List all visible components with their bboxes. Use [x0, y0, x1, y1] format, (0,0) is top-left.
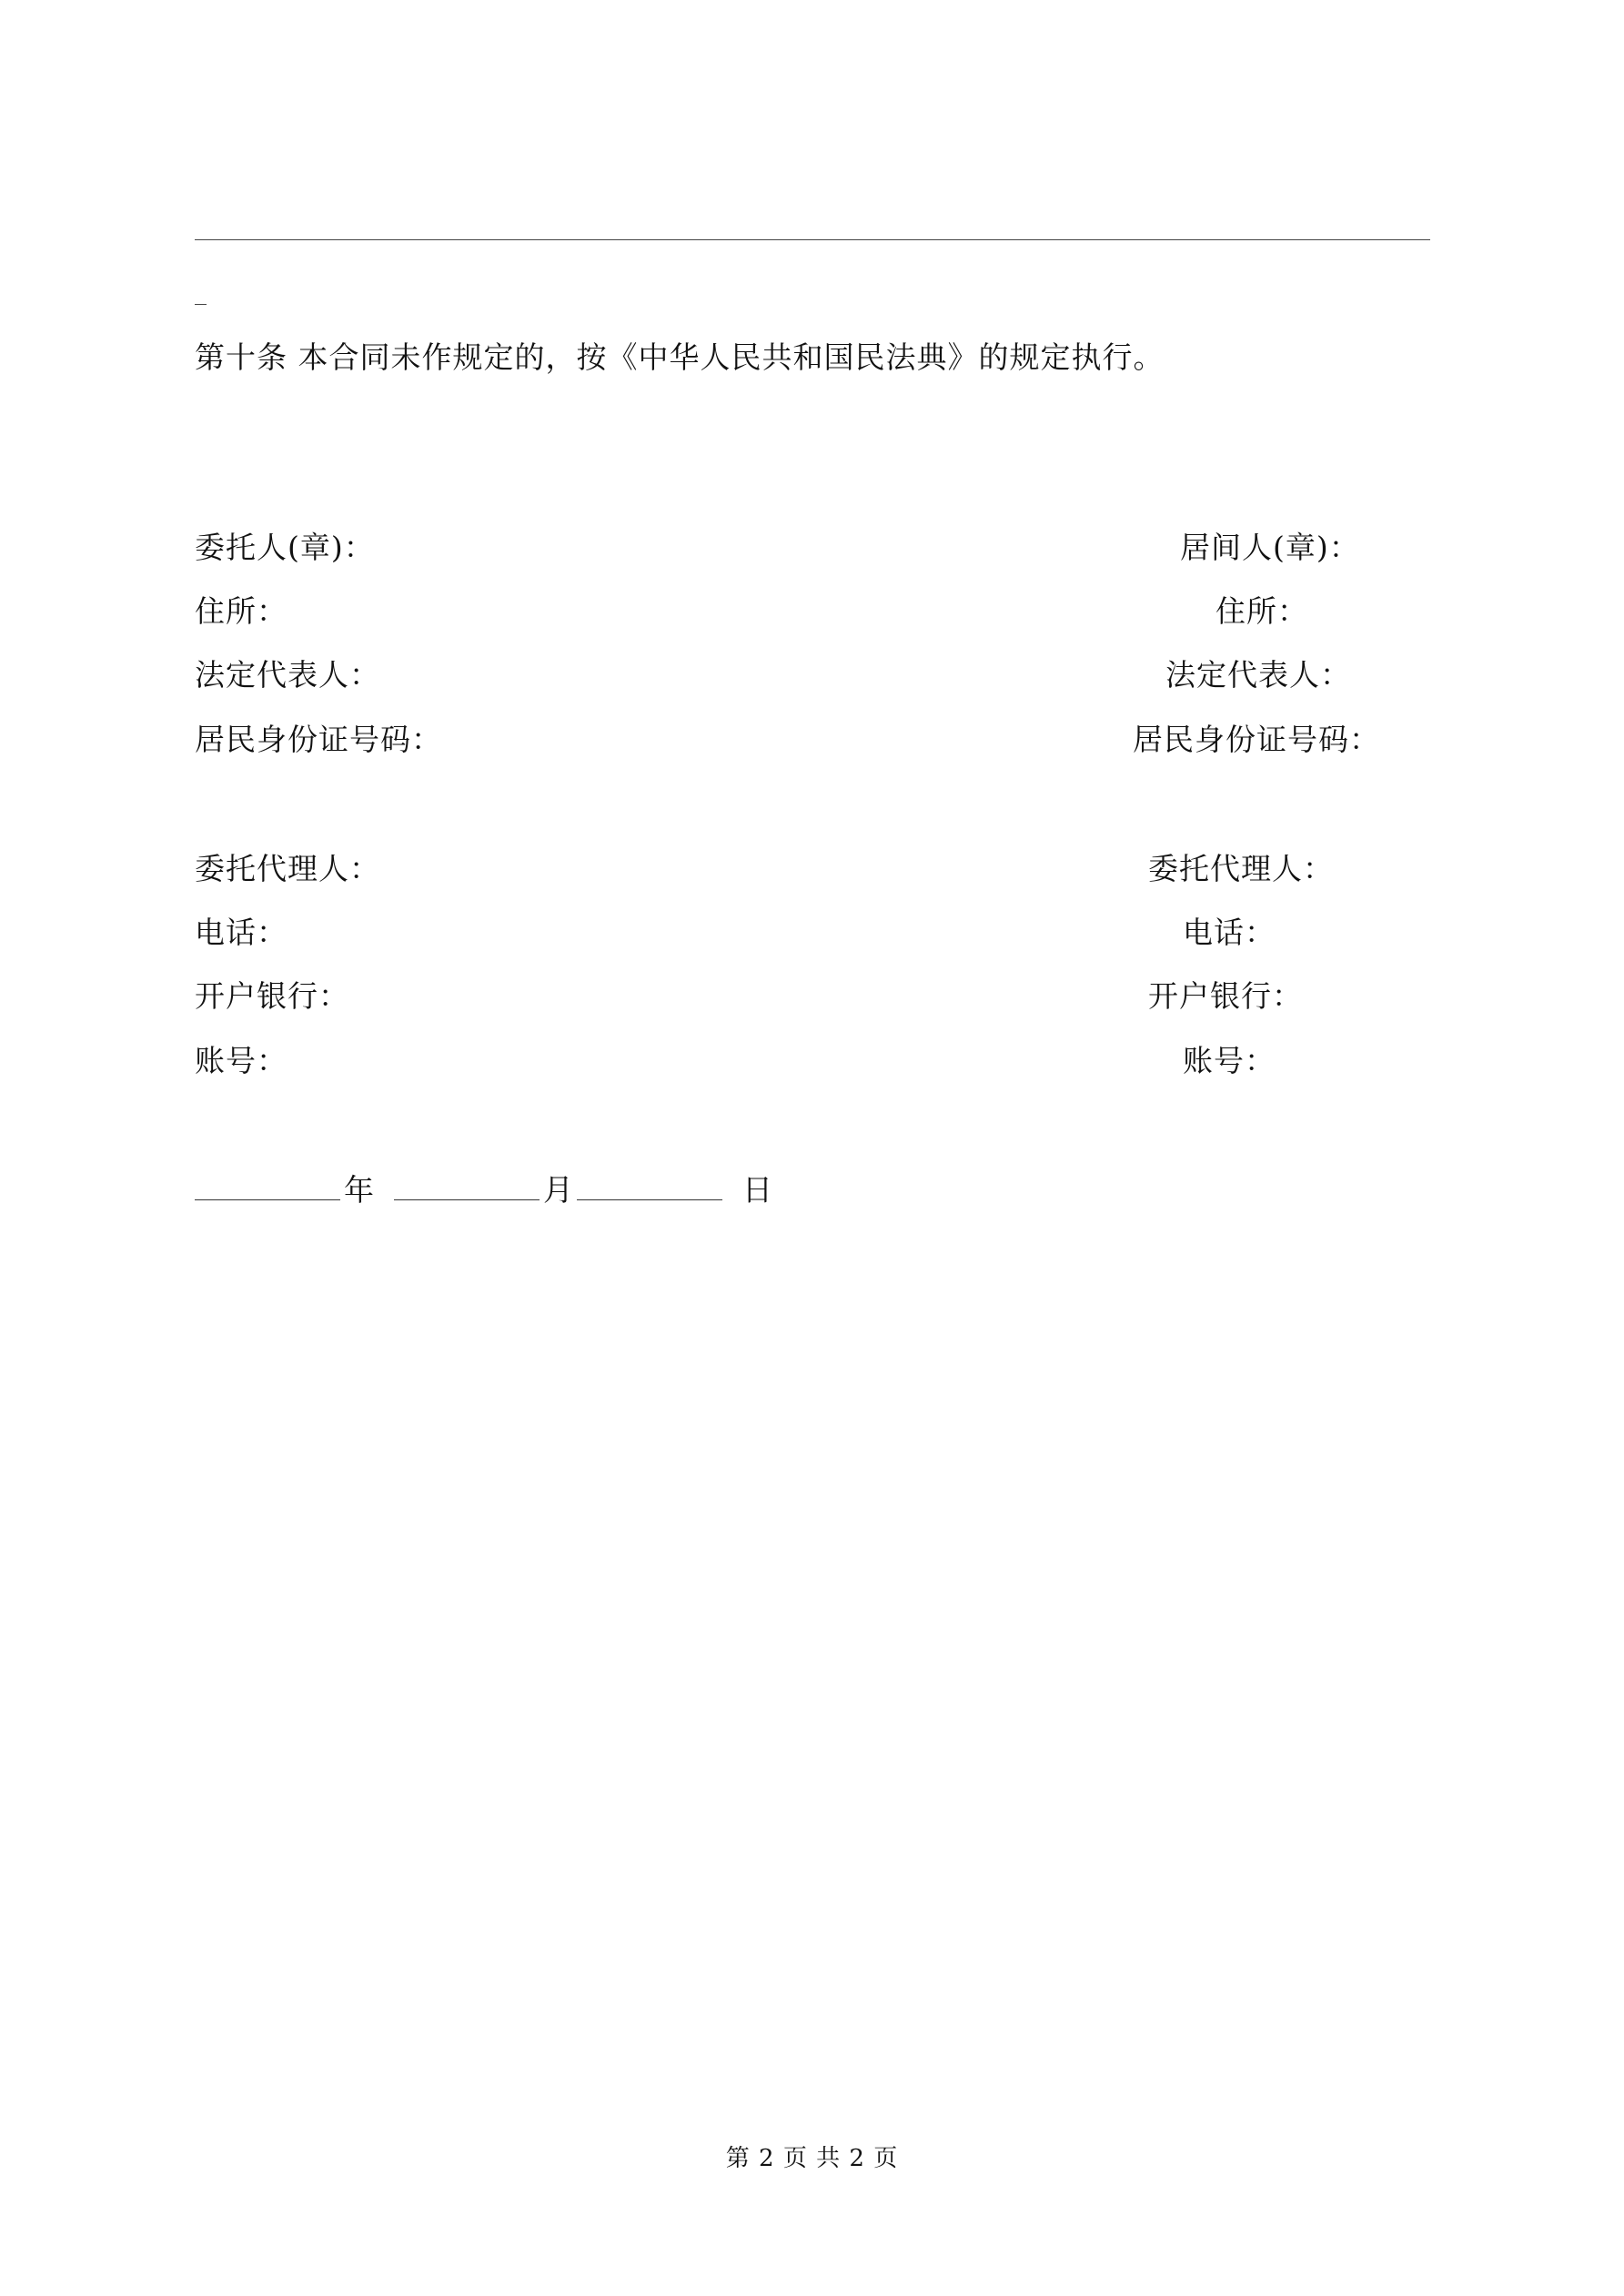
- article-ten: 第十条 本合同未作规定的，按《中华人民共和国民法典》的规定执行。: [195, 339, 1165, 375]
- principal-phone-label: 电话：: [195, 915, 287, 950]
- day-label: 日: [742, 1172, 772, 1208]
- fill-in-line-continuation: [195, 304, 207, 305]
- broker-phone-label: 电话：: [1183, 915, 1276, 950]
- broker-bank-label: 开户银行：: [1148, 978, 1303, 1014]
- page-number-footer: 第 2 页 共 2 页: [725, 2145, 899, 2172]
- principal-seal-label: 委托人(章)：: [195, 530, 375, 565]
- day-blank: [577, 1172, 722, 1200]
- broker-id-number-label: 居民身份证号码：: [1133, 722, 1380, 757]
- principal-address-label: 住所：: [195, 593, 287, 629]
- broker-legal-rep-label: 法定代表人：: [1165, 657, 1351, 693]
- year-blank: [195, 1172, 340, 1200]
- broker-seal-label: 居间人(章)：: [1180, 530, 1360, 565]
- principal-bank-label: 开户银行：: [195, 978, 349, 1014]
- broker-agent-label: 委托代理人：: [1148, 851, 1334, 886]
- broker-address-label: 住所：: [1215, 593, 1308, 629]
- principal-agent-label: 委托代理人：: [195, 851, 380, 886]
- month-blank: [394, 1172, 540, 1200]
- year-label: 年: [344, 1172, 374, 1208]
- principal-account-label: 账号：: [195, 1043, 287, 1078]
- signing-date: [195, 1172, 776, 1209]
- broker-account-label: 账号：: [1183, 1043, 1276, 1078]
- principal-legal-rep-label: 法定代表人：: [195, 657, 380, 693]
- fill-in-line: [195, 239, 1430, 240]
- month-label: 月: [543, 1172, 573, 1208]
- principal-id-number-label: 居民身份证号码：: [195, 722, 442, 757]
